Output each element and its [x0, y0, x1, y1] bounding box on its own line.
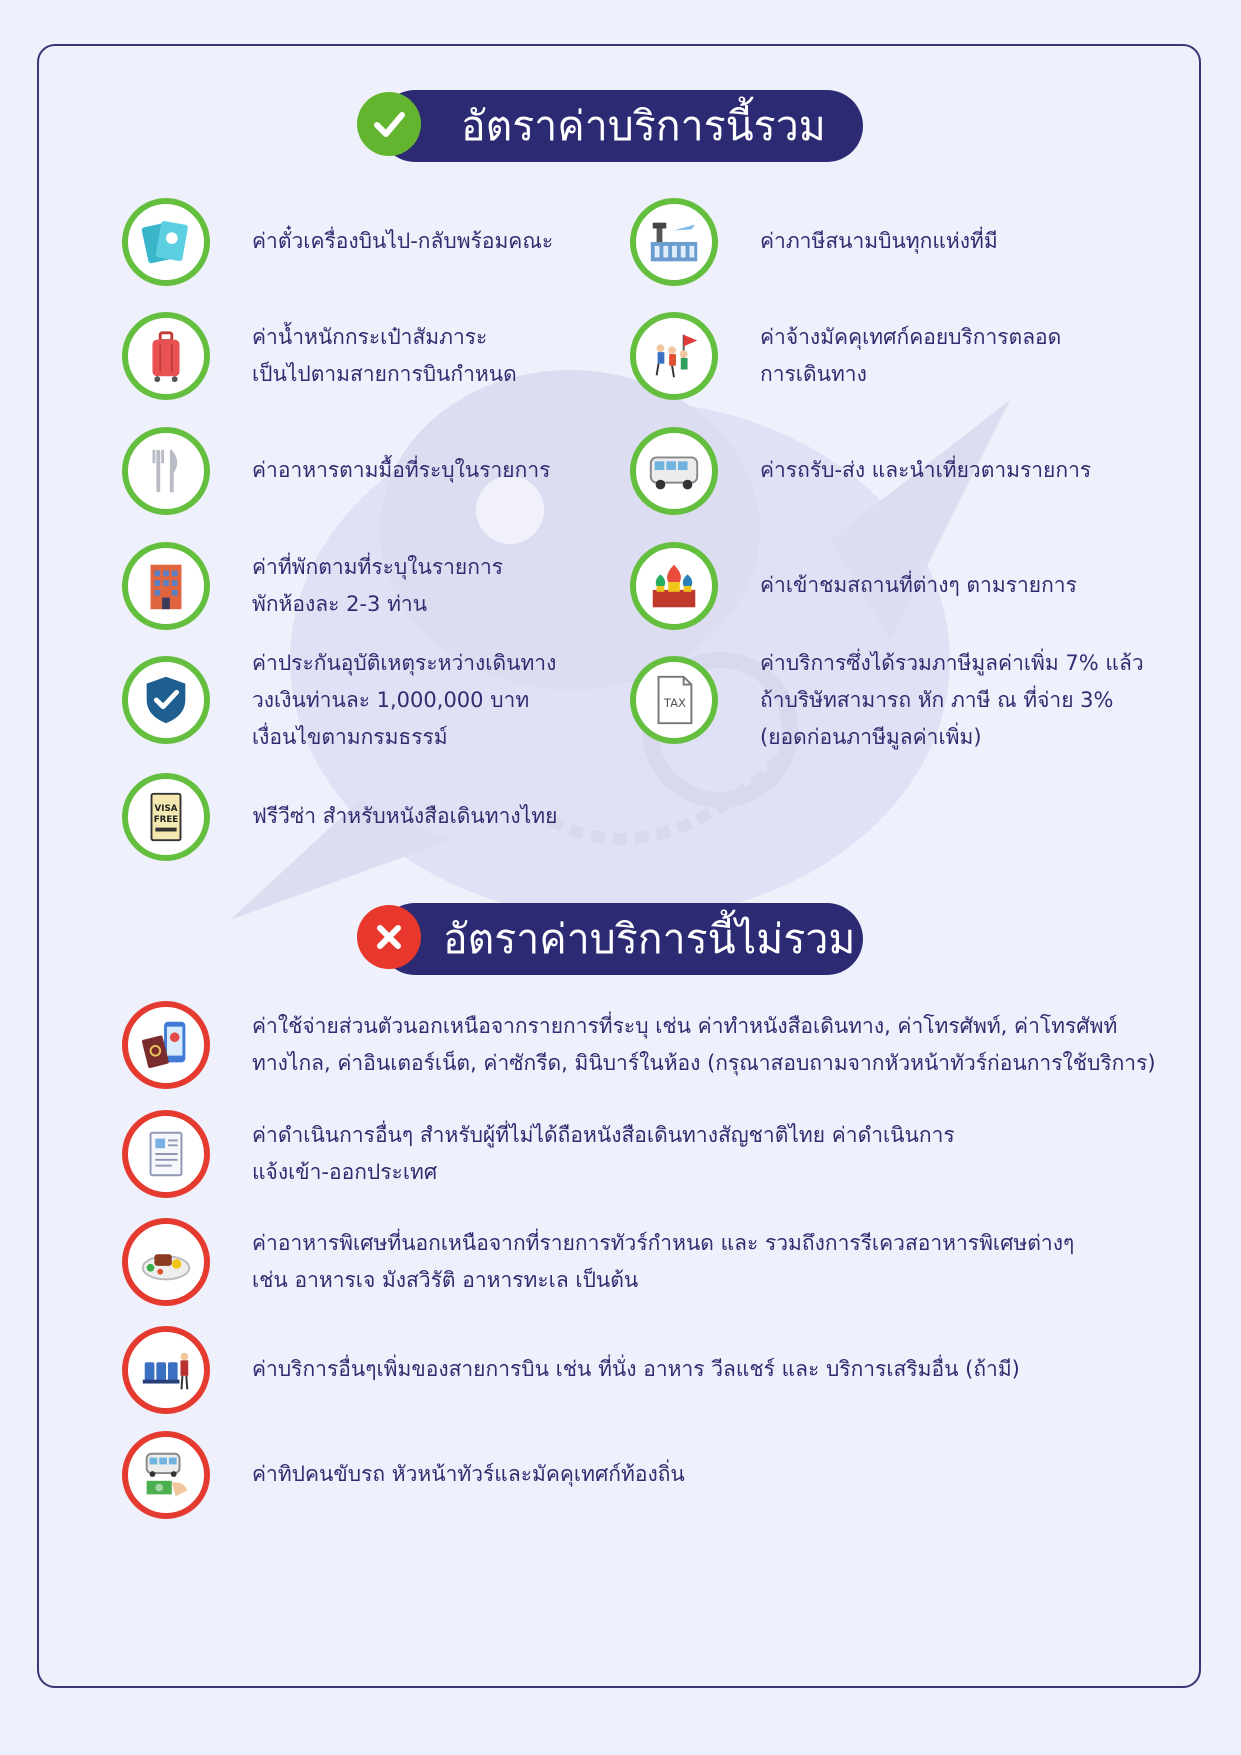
tour-guide-icon	[630, 312, 718, 400]
included-item	[630, 198, 1190, 298]
included-item-text: ค่าน้ำหนักกระเป๋าสัมภาระ เป็นไปตามสายการบินกำหนด	[252, 325, 517, 386]
included-item-text: ค่าตั๋วเครื่องบินไป-กลับพร้อมคณะ	[252, 229, 554, 253]
included-banner	[357, 90, 863, 162]
visa-label: VISA	[154, 804, 178, 815]
included-item	[122, 198, 622, 298]
included-item	[630, 312, 1190, 412]
passport-phone-icon	[122, 1001, 210, 1089]
bus-icon	[630, 427, 718, 515]
included-item	[122, 427, 622, 527]
landmark-icon	[630, 542, 718, 630]
free-label: FREE	[153, 814, 179, 825]
excluded-item	[122, 1110, 1192, 1210]
included-item-text: ค่าบริการซึ่งได้รวมภาษีมูลค่าเพิ่ม 7% แล้ว ถ้าบริษัทสามารถ หัก ภาษี ณ ที่จ่าย 3% (ยอดก่อนภาษีมูลค่าเพิ่ม)	[760, 651, 1144, 749]
excluded-item	[122, 1326, 1192, 1426]
included-title-pill	[379, 90, 863, 162]
included-item-text: ค่าที่พักตามที่ระบุในรายการ พักห้องละ 2-3 ท่าน	[252, 555, 504, 616]
fork-knife-icon	[122, 427, 210, 515]
excluded-title-pill	[379, 903, 863, 975]
included-item	[122, 542, 622, 642]
included-item-text: ค่าจ้างมัคคุเทศก์คอยบริการตลอด การเดินทาง	[760, 325, 1062, 386]
excluded-item-text: ค่าใช้จ่ายส่วนตัวนอกเหนือจากรายการที่ระบุ เช่น ค่าทำหนังสือเดินทาง, ค่าโทรศัพท์, ค่าโทรศัพท์ ทางไกล, ค่าอินเตอร์เน็ต, ค่าซักรีด, มินิบาร์ในห้อง (กรุณาสอบถามจากหัวหน้าทัวร์ก่อนการใช้บริการ)	[252, 1014, 1156, 1075]
ticket-icon	[122, 198, 210, 286]
excluded-item-text: ค่าดำเนินการอื่นๆ สำหรับผู้ที่ไม่ได้ถือหนังสือเดินทางสัญชาติไทย ค่าดำเนินการ แจ้งเข้า-ออกประเทศ	[252, 1123, 955, 1184]
included-item-text: ฟรีวีซ่า สำหรับหนังสือเดินทางไทย	[252, 804, 558, 828]
visa-free-icon	[122, 773, 210, 861]
airport-icon	[630, 198, 718, 286]
tax-label: TAX	[663, 695, 686, 710]
included-item	[122, 651, 622, 756]
cross-icon	[357, 905, 421, 969]
excluded-item	[122, 1001, 1192, 1101]
check-icon	[357, 92, 421, 156]
excluded-item-text: ค่าทิปคนขับรถ หัวหน้าทัวร์และมัคคุเทศก์ท้องถิ่น	[252, 1462, 685, 1486]
excluded-banner	[357, 903, 863, 975]
included-item-text: ค่าเข้าชมสถานที่ต่างๆ ตามรายการ	[760, 573, 1077, 597]
shield-icon	[122, 656, 210, 744]
included-item	[122, 312, 622, 412]
excluded-item-text: ค่าบริการอื่นๆเพิ่มของสายการบิน เช่น ที่นั่ง อาหาร วีลแชร์ และ บริการเสริมอื่น (ถ้ามี)	[252, 1357, 1020, 1381]
hotel-icon	[122, 542, 210, 630]
included-item-text: ค่ารถรับ-ส่ง และนำเที่ยวตามรายการ	[760, 458, 1092, 482]
included-item	[122, 773, 622, 873]
included-item-text: ค่าอาหารตามมื้อที่ระบุในรายการ	[252, 458, 551, 482]
excluded-item-text: ค่าอาหารพิเศษที่นอกเหนือจากที่รายการทัวร์กำหนด และ รวมถึงการรีเควสอาหารพิเศษต่างๆ เช่น อาหารเจ มังสวิรัติ อาหารทะเล เป็นต้น	[252, 1231, 1075, 1292]
included-title: อัตราค่าบริการนี้รวม	[461, 102, 826, 150]
excluded-item	[122, 1218, 1192, 1318]
included-item-text: ค่าประกันอุบัติเหตุระหว่างเดินทาง วงเงินท่านละ 1,000,000 บาท เงื่อนไขตามกรมธรรม์	[252, 651, 557, 749]
included-item	[630, 427, 1190, 527]
included-item	[630, 651, 1190, 756]
included-item-text: ค่าภาษีสนามบินทุกแห่งที่มี	[760, 229, 998, 253]
document-icon	[122, 1110, 210, 1198]
excluded-title: อัตราค่าบริการนี้ไม่รวม	[443, 915, 856, 963]
included-item	[630, 542, 1190, 642]
tax-icon	[630, 656, 718, 744]
tip-money-icon	[122, 1431, 210, 1519]
food-plate-icon	[122, 1218, 210, 1306]
excluded-item	[122, 1431, 1192, 1531]
luggage-icon	[122, 312, 210, 400]
airline-seat-icon	[122, 1326, 210, 1414]
